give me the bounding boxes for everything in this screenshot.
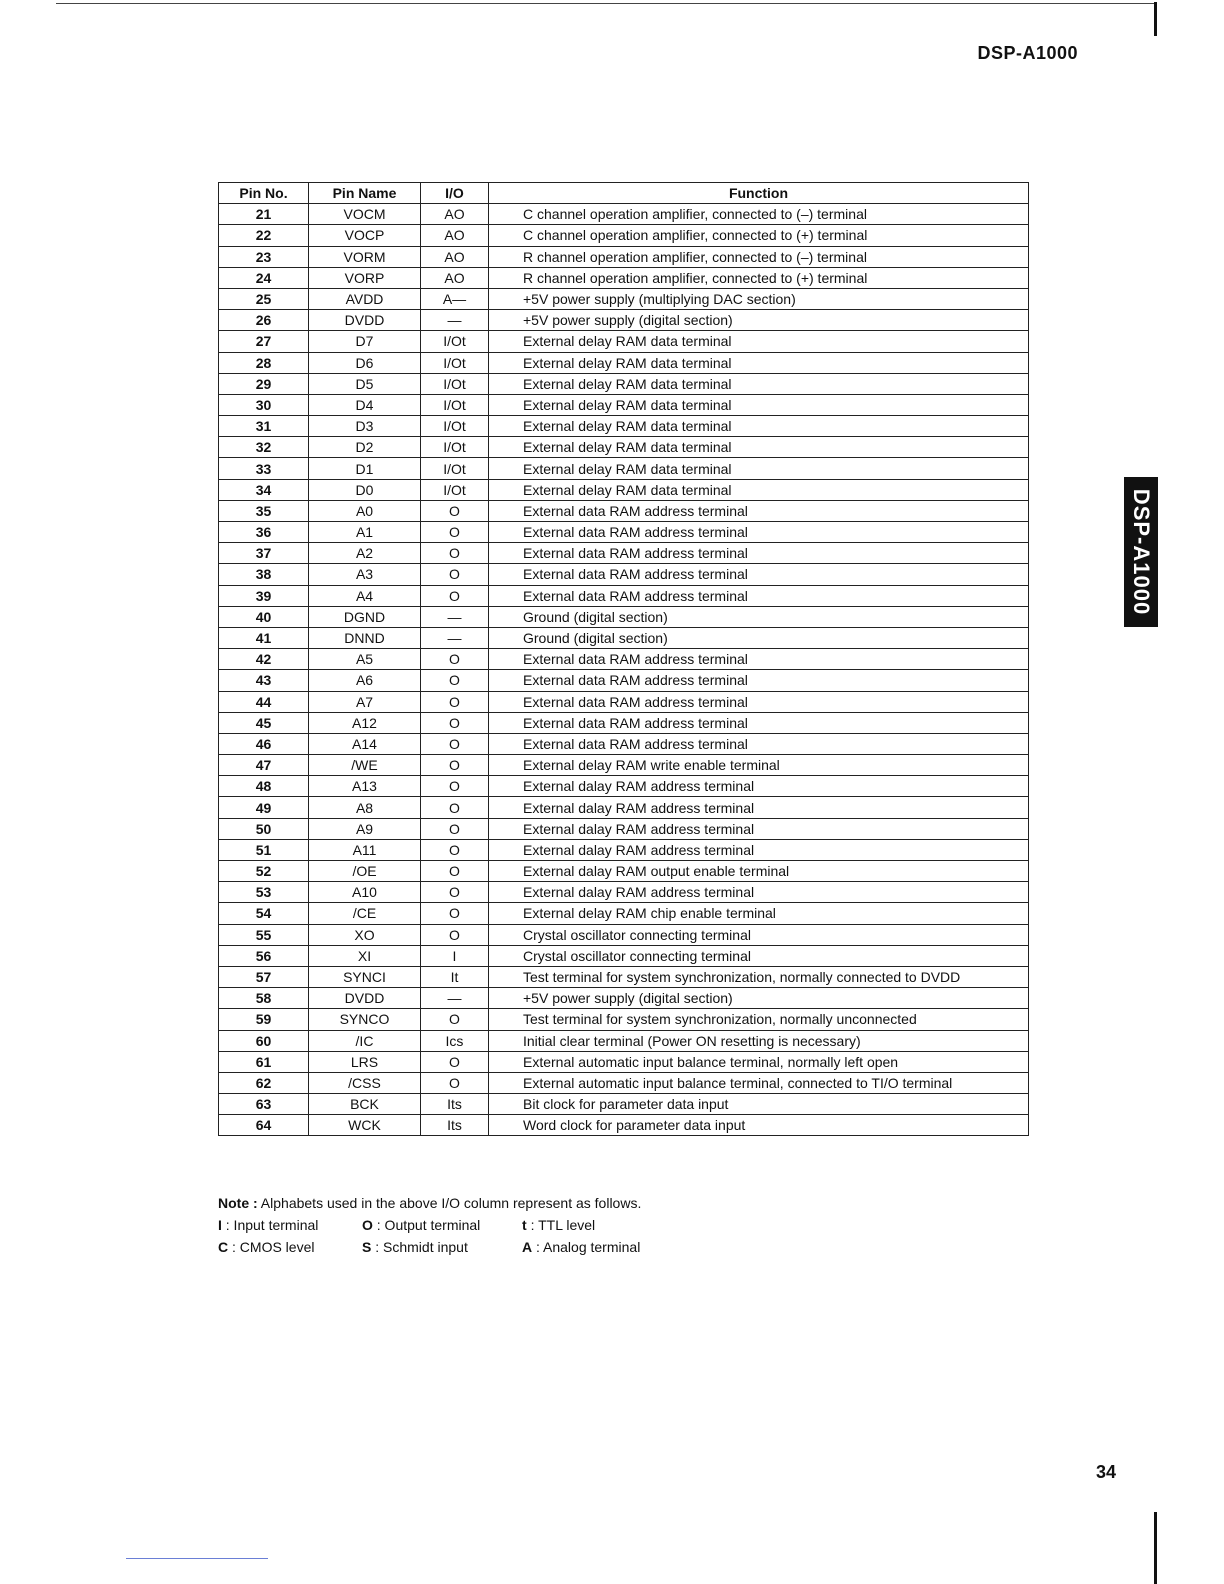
function-cell: +5V power supply (digital section) <box>489 310 1029 331</box>
io-cell: O <box>421 712 489 733</box>
function-cell: External data RAM address terminal <box>489 733 1029 754</box>
io-cell: Ics <box>421 1030 489 1051</box>
io-cell: Its <box>421 1094 489 1115</box>
function-cell: C channel operation amplifier, connected to (–) terminal <box>489 204 1029 225</box>
function-cell: +5V power supply (multiplying DAC section) <box>489 288 1029 309</box>
io-cell: Its <box>421 1115 489 1136</box>
table-row <box>219 861 1029 882</box>
pin-function-table <box>218 182 1029 1136</box>
table-body <box>219 204 1029 1136</box>
function-cell: External data RAM address terminal <box>489 649 1029 670</box>
pin-name-cell: A4 <box>309 585 421 606</box>
function-cell: External data RAM address terminal <box>489 500 1029 521</box>
function-cell: External delay RAM data terminal <box>489 394 1029 415</box>
io-cell: — <box>421 606 489 627</box>
function-cell: Initial clear terminal (Power ON resetting is necessary) <box>489 1030 1029 1051</box>
table-row <box>219 416 1029 437</box>
io-cell: O <box>421 1051 489 1072</box>
table-row <box>219 500 1029 521</box>
pin-number-cell: 51 <box>219 839 309 860</box>
pin-number-cell: 27 <box>219 331 309 352</box>
function-cell: +5V power supply (digital section) <box>489 988 1029 1009</box>
pin-name-cell: /CE <box>309 903 421 924</box>
io-cell: — <box>421 627 489 648</box>
table-row <box>219 522 1029 543</box>
function-cell: External delay RAM data terminal <box>489 331 1029 352</box>
table-row <box>219 1072 1029 1093</box>
io-cell: O <box>421 776 489 797</box>
pin-name-cell: DGND <box>309 606 421 627</box>
io-cell: O <box>421 861 489 882</box>
function-cell: External dalay RAM address terminal <box>489 839 1029 860</box>
pin-name-cell: D5 <box>309 373 421 394</box>
io-cell: O <box>421 564 489 585</box>
pin-number-cell: 50 <box>219 818 309 839</box>
pin-number-cell: 33 <box>219 458 309 479</box>
table-row <box>219 924 1029 945</box>
function-cell: External delay RAM data terminal <box>489 373 1029 394</box>
page-number: 34 <box>1095 1462 1116 1482</box>
io-cell: I/Ot <box>421 352 489 373</box>
legend-desc: : Analog terminal <box>536 1239 641 1255</box>
io-cell: O <box>421 522 489 543</box>
pin-number-cell: 40 <box>219 606 309 627</box>
pin-name-cell: SYNCO <box>309 1009 421 1030</box>
function-cell: External data RAM address terminal <box>489 691 1029 712</box>
io-cell: O <box>421 691 489 712</box>
table-row <box>219 1051 1029 1072</box>
io-cell: O <box>421 670 489 691</box>
table-row <box>219 606 1029 627</box>
table-row <box>219 225 1029 246</box>
legend-item <box>218 1236 314 1258</box>
table-row <box>219 1009 1029 1030</box>
top-rule <box>56 3 1156 4</box>
pin-name-cell: A12 <box>309 712 421 733</box>
legend-desc: : CMOS level <box>232 1239 315 1255</box>
pin-name-cell: /CSS <box>309 1072 421 1093</box>
io-cell: O <box>421 882 489 903</box>
function-cell: Bit clock for parameter data input <box>489 1094 1029 1115</box>
table-row <box>219 267 1029 288</box>
header-pin-name: Pin Name <box>309 183 421 204</box>
legend-row <box>218 1236 641 1258</box>
pin-name-cell: VOCM <box>309 204 421 225</box>
pin-name-cell: A9 <box>309 818 421 839</box>
table-row <box>219 204 1029 225</box>
pin-number-cell: 31 <box>219 416 309 437</box>
pin-number-cell: 32 <box>219 437 309 458</box>
legend-key: A <box>522 1239 533 1255</box>
pin-name-cell: A14 <box>309 733 421 754</box>
pin-name-cell: VOCP <box>309 225 421 246</box>
pin-name-cell: A0 <box>309 500 421 521</box>
table-row <box>219 479 1029 500</box>
io-cell: I/Ot <box>421 416 489 437</box>
io-cell: O <box>421 500 489 521</box>
io-cell: O <box>421 818 489 839</box>
io-cell: I/Ot <box>421 331 489 352</box>
io-cell: O <box>421 924 489 945</box>
side-tab-label: DSP-A1000 <box>1129 488 1155 616</box>
function-cell: External automatic input balance terminal, normally left open <box>489 1051 1029 1072</box>
pin-name-cell: VORM <box>309 246 421 267</box>
legend-key: C <box>218 1239 229 1255</box>
table-row <box>219 670 1029 691</box>
function-cell: External dalay RAM address terminal <box>489 776 1029 797</box>
pin-name-cell: AVDD <box>309 288 421 309</box>
function-cell: External data RAM address terminal <box>489 712 1029 733</box>
table-row <box>219 543 1029 564</box>
pin-number-cell: 41 <box>219 627 309 648</box>
pin-number-cell: 56 <box>219 945 309 966</box>
table-row <box>219 966 1029 987</box>
function-cell: Test terminal for system synchronization, normally connected to DVDD <box>489 966 1029 987</box>
table-row <box>219 839 1029 860</box>
table-row <box>219 246 1029 267</box>
pin-name-cell: LRS <box>309 1051 421 1072</box>
pin-number-cell: 63 <box>219 1094 309 1115</box>
function-cell: External dalay RAM address terminal <box>489 818 1029 839</box>
io-cell: O <box>421 543 489 564</box>
io-cell: O <box>421 1072 489 1093</box>
function-cell: Crystal oscillator connecting terminal <box>489 924 1029 945</box>
pin-name-cell: SYNCI <box>309 966 421 987</box>
pin-number-cell: 28 <box>219 352 309 373</box>
io-cell: O <box>421 903 489 924</box>
table-row <box>219 288 1029 309</box>
pin-name-cell: A13 <box>309 776 421 797</box>
legend-key: O <box>362 1217 373 1233</box>
pin-number-cell: 21 <box>219 204 309 225</box>
pin-name-cell: XO <box>309 924 421 945</box>
pin-name-cell: D3 <box>309 416 421 437</box>
function-cell: External delay RAM data terminal <box>489 352 1029 373</box>
io-cell: O <box>421 1009 489 1030</box>
pin-name-cell: D1 <box>309 458 421 479</box>
function-cell: Ground (digital section) <box>489 606 1029 627</box>
table-row <box>219 627 1029 648</box>
pin-number-cell: 34 <box>219 479 309 500</box>
io-cell: I/Ot <box>421 479 489 500</box>
pin-number-cell: 61 <box>219 1051 309 1072</box>
pin-number-cell: 60 <box>219 1030 309 1051</box>
pin-name-cell: DNND <box>309 627 421 648</box>
io-cell: I/Ot <box>421 394 489 415</box>
pin-name-cell: D4 <box>309 394 421 415</box>
header-function: Function <box>489 183 1029 204</box>
io-cell: AO <box>421 225 489 246</box>
table-row <box>219 310 1029 331</box>
pin-number-cell: 62 <box>219 1072 309 1093</box>
io-cell: I/Ot <box>421 437 489 458</box>
pin-number-cell: 44 <box>219 691 309 712</box>
function-cell: External delay RAM data terminal <box>489 416 1029 437</box>
function-cell: C channel operation amplifier, connected to (+) terminal <box>489 225 1029 246</box>
io-cell: — <box>421 310 489 331</box>
function-cell: Crystal oscillator connecting terminal <box>489 945 1029 966</box>
function-cell: R channel operation amplifier, connected to (+) terminal <box>489 267 1029 288</box>
table-row <box>219 712 1029 733</box>
table-row <box>219 1115 1029 1136</box>
function-cell: External delay RAM data terminal <box>489 479 1029 500</box>
function-cell: Ground (digital section) <box>489 627 1029 648</box>
header-pin-no: Pin No. <box>219 183 309 204</box>
pin-number-cell: 53 <box>219 882 309 903</box>
function-cell: External data RAM address terminal <box>489 543 1029 564</box>
pin-name-cell: D6 <box>309 352 421 373</box>
table-row <box>219 797 1029 818</box>
crop-mark-top <box>1154 2 1157 36</box>
io-cell: AO <box>421 246 489 267</box>
function-cell: External data RAM address terminal <box>489 670 1029 691</box>
table-row <box>219 585 1029 606</box>
pin-number-cell: 25 <box>219 288 309 309</box>
pin-number-cell: 59 <box>219 1009 309 1030</box>
note-text: Alphabets used in the above I/O column represent as follows. <box>260 1195 642 1211</box>
io-cell: — <box>421 988 489 1009</box>
io-cell: It <box>421 966 489 987</box>
legend-item <box>218 1214 318 1236</box>
io-cell: O <box>421 797 489 818</box>
pin-number-cell: 64 <box>219 1115 309 1136</box>
pin-name-cell: VORP <box>309 267 421 288</box>
note-line <box>218 1192 641 1214</box>
pin-name-cell: A11 <box>309 839 421 860</box>
table-row <box>219 903 1029 924</box>
pin-number-cell: 55 <box>219 924 309 945</box>
table-row <box>219 945 1029 966</box>
pin-name-cell: D0 <box>309 479 421 500</box>
function-cell: External dalay RAM address terminal <box>489 882 1029 903</box>
legend-desc: : TTL level <box>530 1217 596 1233</box>
pin-number-cell: 52 <box>219 861 309 882</box>
pin-number-cell: 30 <box>219 394 309 415</box>
pin-number-cell: 37 <box>219 543 309 564</box>
table-row <box>219 437 1029 458</box>
table-row <box>219 373 1029 394</box>
pin-number-cell: 49 <box>219 797 309 818</box>
pin-name-cell: A7 <box>309 691 421 712</box>
function-cell: External delay RAM data terminal <box>489 458 1029 479</box>
side-tab <box>1124 477 1158 627</box>
table-row <box>219 352 1029 373</box>
pin-number-cell: 57 <box>219 966 309 987</box>
io-cell: O <box>421 733 489 754</box>
pin-name-cell: DVDD <box>309 310 421 331</box>
pin-name-cell: A8 <box>309 797 421 818</box>
table-row <box>219 818 1029 839</box>
pin-name-cell: WCK <box>309 1115 421 1136</box>
pin-number-cell: 35 <box>219 500 309 521</box>
legend-desc: : Output terminal <box>376 1217 481 1233</box>
io-cell: I/Ot <box>421 373 489 394</box>
legend-item <box>522 1236 640 1258</box>
legend <box>218 1214 641 1258</box>
legend-item <box>522 1214 595 1236</box>
legend-row <box>218 1214 641 1236</box>
pin-name-cell: A1 <box>309 522 421 543</box>
pin-number-cell: 22 <box>219 225 309 246</box>
table-row <box>219 733 1029 754</box>
io-cell: A— <box>421 288 489 309</box>
legend-desc: : Schmidt input <box>375 1239 468 1255</box>
pin-number-cell: 38 <box>219 564 309 585</box>
pin-number-cell: 43 <box>219 670 309 691</box>
function-cell: External dalay RAM address terminal <box>489 797 1029 818</box>
pin-name-cell: /IC <box>309 1030 421 1051</box>
io-cell: I/Ot <box>421 458 489 479</box>
pin-name-cell: A6 <box>309 670 421 691</box>
pin-number-cell: 42 <box>219 649 309 670</box>
function-cell: External delay RAM write enable terminal <box>489 755 1029 776</box>
pin-number-cell: 23 <box>219 246 309 267</box>
table-row <box>219 691 1029 712</box>
table-row <box>219 882 1029 903</box>
table-row <box>219 649 1029 670</box>
pin-number-cell: 46 <box>219 733 309 754</box>
table-row <box>219 988 1029 1009</box>
function-cell: External data RAM address terminal <box>489 585 1029 606</box>
function-cell: External delay RAM chip enable terminal <box>489 903 1029 924</box>
table-header-row <box>219 183 1029 204</box>
pin-name-cell: D7 <box>309 331 421 352</box>
io-cell: O <box>421 839 489 860</box>
table-row <box>219 776 1029 797</box>
table-row <box>219 331 1029 352</box>
pin-number-cell: 26 <box>219 310 309 331</box>
table-row <box>219 564 1029 585</box>
pin-name-cell: A3 <box>309 564 421 585</box>
note-title: Note : <box>218 1195 258 1211</box>
table-row <box>219 458 1029 479</box>
function-cell: R channel operation amplifier, connected to (–) terminal <box>489 246 1029 267</box>
pin-number-cell: 36 <box>219 522 309 543</box>
io-cell: AO <box>421 267 489 288</box>
pin-name-cell: A5 <box>309 649 421 670</box>
page-header-model: DSP-A1000 <box>977 43 1078 63</box>
table-row <box>219 1030 1029 1051</box>
io-cell: O <box>421 649 489 670</box>
pin-name-cell: DVDD <box>309 988 421 1009</box>
pin-name-cell: /OE <box>309 861 421 882</box>
table-row <box>219 1094 1029 1115</box>
pin-name-cell: A10 <box>309 882 421 903</box>
function-cell: Word clock for parameter data input <box>489 1115 1029 1136</box>
io-cell: I <box>421 945 489 966</box>
io-legend-notes <box>218 1192 641 1258</box>
pin-name-cell: BCK <box>309 1094 421 1115</box>
function-cell: External automatic input balance terminal, connected to TI/O terminal <box>489 1072 1029 1093</box>
pin-name-cell: A2 <box>309 543 421 564</box>
function-cell: Test terminal for system synchronization, normally unconnected <box>489 1009 1029 1030</box>
legend-key: I <box>218 1217 222 1233</box>
pin-number-cell: 54 <box>219 903 309 924</box>
function-cell: External delay RAM data terminal <box>489 437 1029 458</box>
pin-number-cell: 39 <box>219 585 309 606</box>
bottom-rule <box>126 1558 268 1559</box>
function-cell: External data RAM address terminal <box>489 564 1029 585</box>
pin-number-cell: 48 <box>219 776 309 797</box>
pin-name-cell: XI <box>309 945 421 966</box>
legend-key: S <box>362 1239 372 1255</box>
pin-number-cell: 29 <box>219 373 309 394</box>
table-row <box>219 394 1029 415</box>
function-cell: External data RAM address terminal <box>489 522 1029 543</box>
legend-item <box>362 1236 468 1258</box>
pin-number-cell: 47 <box>219 755 309 776</box>
io-cell: O <box>421 585 489 606</box>
legend-desc: : Input terminal <box>225 1217 319 1233</box>
legend-key: t <box>522 1217 527 1233</box>
pin-name-cell: D2 <box>309 437 421 458</box>
header-io: I/O <box>421 183 489 204</box>
function-cell: External dalay RAM output enable terminal <box>489 861 1029 882</box>
io-cell: O <box>421 755 489 776</box>
crop-mark-bottom <box>1154 1512 1157 1584</box>
table-row <box>219 755 1029 776</box>
pin-number-cell: 45 <box>219 712 309 733</box>
io-cell: AO <box>421 204 489 225</box>
pin-name-cell: /WE <box>309 755 421 776</box>
pin-number-cell: 24 <box>219 267 309 288</box>
pin-number-cell: 58 <box>219 988 309 1009</box>
legend-item <box>362 1214 480 1236</box>
